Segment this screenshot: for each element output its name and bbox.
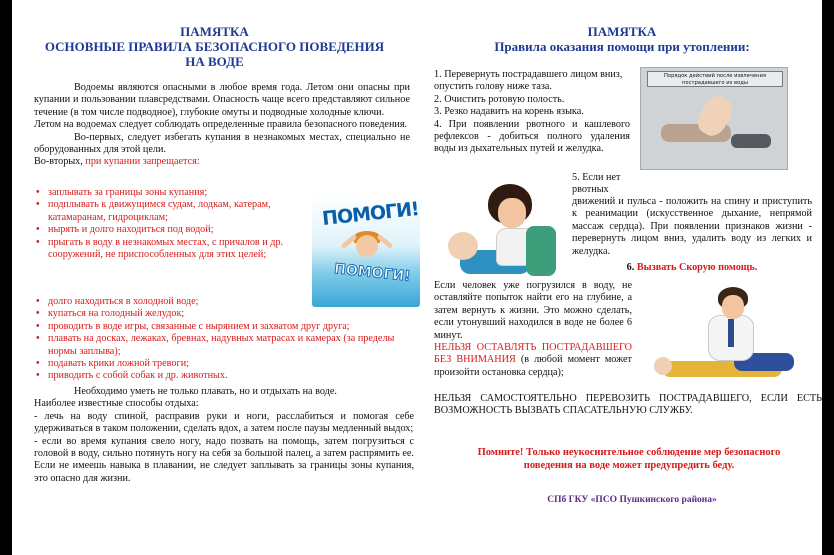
rest-methods-text [34,386,414,485]
step-5-head: 5. Если нет рвотных [572,172,621,196]
rescuer-tie-shape [728,319,734,347]
rescuer-vest-shape [526,226,556,276]
forbidden-list-continued [34,296,414,383]
victim-head-shape [448,232,478,260]
rescuer-face-shape [722,295,744,319]
warning-rest: (в любой момент может произойти остановка сердца); [434,354,632,378]
right-title-line1: ПАМЯТКА [587,24,657,39]
step-6 [572,262,812,274]
submerged-person-text: Если человек уже погрузился в воду, не оставляйте попыток найти его на глубине, а затем вернуть к жизни. Это можно сделать, если утонувший находился в воде не более 6 минут. [434,280,632,341]
left-title-line3: НА ВОДЕ [185,54,244,69]
list-item: • подплывать к движущимся судам, лодкам, катерам, катамаранам, гидроциклам; [34,199,304,224]
list-item: • заплывать за границы зоны купания; [34,187,304,199]
list-item: • нырять и долго находиться под водой; [34,224,304,236]
help-steps [434,69,630,156]
chest-compression-picture [654,283,814,393]
left-column [12,0,420,555]
step-6-text: Вызвать Скорую помощь. [636,262,758,273]
forbidden-heading-red: при купании запрещается: [85,156,200,168]
outro-paragraph: - если во время купания свело ногу, надо позвать на помощь, затем погрузиться с головой в воду, сильно потянуть ногу на себя за большой палец, а затем распрямить ее. Если не имеешь навыка в плавании, не следует заплывать за границы зоны купания, это опасно для жизни. [34,435,414,484]
list-item: • проводить в воде игры, связанные с нырянием и захватом друг друга; [34,321,414,333]
forbidden-list [34,187,304,261]
head-shape [356,235,378,257]
figure-shape [731,134,771,148]
picture-word-bottom: ПОМОГИ! [333,261,412,285]
list-item: • купаться на голодный желудок; [34,308,414,320]
left-title-line1: ПАМЯТКА [180,24,249,39]
intro-text [34,82,410,169]
intro-paragraph: Водоемы являются опасными в любое время года. Летом они опасны при купании и пользовании плавсредствами. Опасность чаще всего представляют сильное течение (в том числе подводное), глубокие омуты и подводные холодные ключи. [34,82,410,118]
victim-head-shape [654,357,672,375]
warning-red: НЕЛЬЗЯ ОСТАВЛЯТЬ ПОСТРАДАВШЕГО БЕЗ ВНИМАНИЯ [434,342,632,366]
list-item: • плавать на досках, лежаках, бревнах, надувных матрасах и камерах (за пределы нормы заплыва); [34,333,414,358]
step-item: 2. Очистить ротовую полость. [434,93,565,105]
drowning-child-picture [312,195,420,307]
left-title-line2: ОСНОВНЫЕ ПРАВИЛА БЕЗОПАСНОГО ПОВЕДЕНИЯ [44,39,385,54]
forbidden-lead: Во-вторых, [34,156,86,168]
step-item: 4. При появлении рвотного и кашлевого рефлексов - добиться полного удаления воды из дыхательных путей и желудка. [434,118,630,155]
step-item: 3. Резко надавить на корень языка. [434,106,584,118]
list-item: • подавать крики ложной тревоги; [34,358,414,370]
step-item: 1. Перевернуть пострадавшего лицом вниз, опустить голову ниже таза. [434,69,623,93]
list-item: • прыгать в воду в незнакомых местах, с причалов и др. сооружений, не приспособленных для этих целей; [34,237,304,262]
warning-text [434,342,632,379]
rescuer-face-shape [498,198,526,228]
list-item: • долго находиться в холодной воде; [34,296,414,308]
picture-word-top: ПОМОГИ! [321,198,420,230]
forbidden-heading [34,156,410,168]
step-5-body: движений и пульса - положить на спину и приступить к реанимации (искусственное дыхание, непрямой массаж сердца). При появлении признаков жизни - перевернуть лицом вниз, удалить воду из легких и желудка. [572,196,812,257]
organization-signature: СПб ГКУ «ПСО Пушкинского района» [547,495,717,505]
left-title [12,24,417,69]
list-item: • приводить с собой собак и др. животных. [34,370,414,382]
outro-paragraph: Наиболее известные способы отдыха: [34,398,199,410]
intro-paragraph: Летом на водоемах следует соблюдать определенные правила безопасного поведения. [34,119,408,131]
step-6-number: 6. [626,262,637,273]
recovery-position-poster [640,67,788,170]
intro-paragraph: Во-первых, следует избегать купания в незнакомых местах, специально не оборудованных для этой цели. [34,131,410,156]
rescue-breathing-picture [440,176,562,278]
right-title [422,24,822,54]
memo-sheet [12,0,822,555]
right-title-line2: Правила оказания помощи при утоплении: [494,39,750,54]
outro-paragraph: Необходимо уметь не только плавать, но и отдыхать на воде. [74,386,337,397]
outro-paragraph: - лечь на воду спиной, расправив руки и ноги, расслабиться и помогая себе удерживаться в таком положении, сделать вдох, а затем после паузы медленный выдох; [34,410,414,435]
poster-header: Порядок действий после извлечения пострадавшего из воды [647,71,783,87]
transport-warning: НЕЛЬЗЯ САМОСТОЯТЕЛЬНО ПЕРЕВОЗИТЬ ПОСТРАДАВШЕГО, ЕСЛИ ЕСТЬ ВОЗМОЖНОСТЬ ВЫЗВАТЬ СПАСАТЕЛЬНУЮ СЛУЖБУ. [434,393,822,417]
right-column [422,0,822,555]
reminder-text: Помните! Только неукоснительное соблюдение мер безопасного поведения на воде может предупредить беду. [477,447,781,471]
